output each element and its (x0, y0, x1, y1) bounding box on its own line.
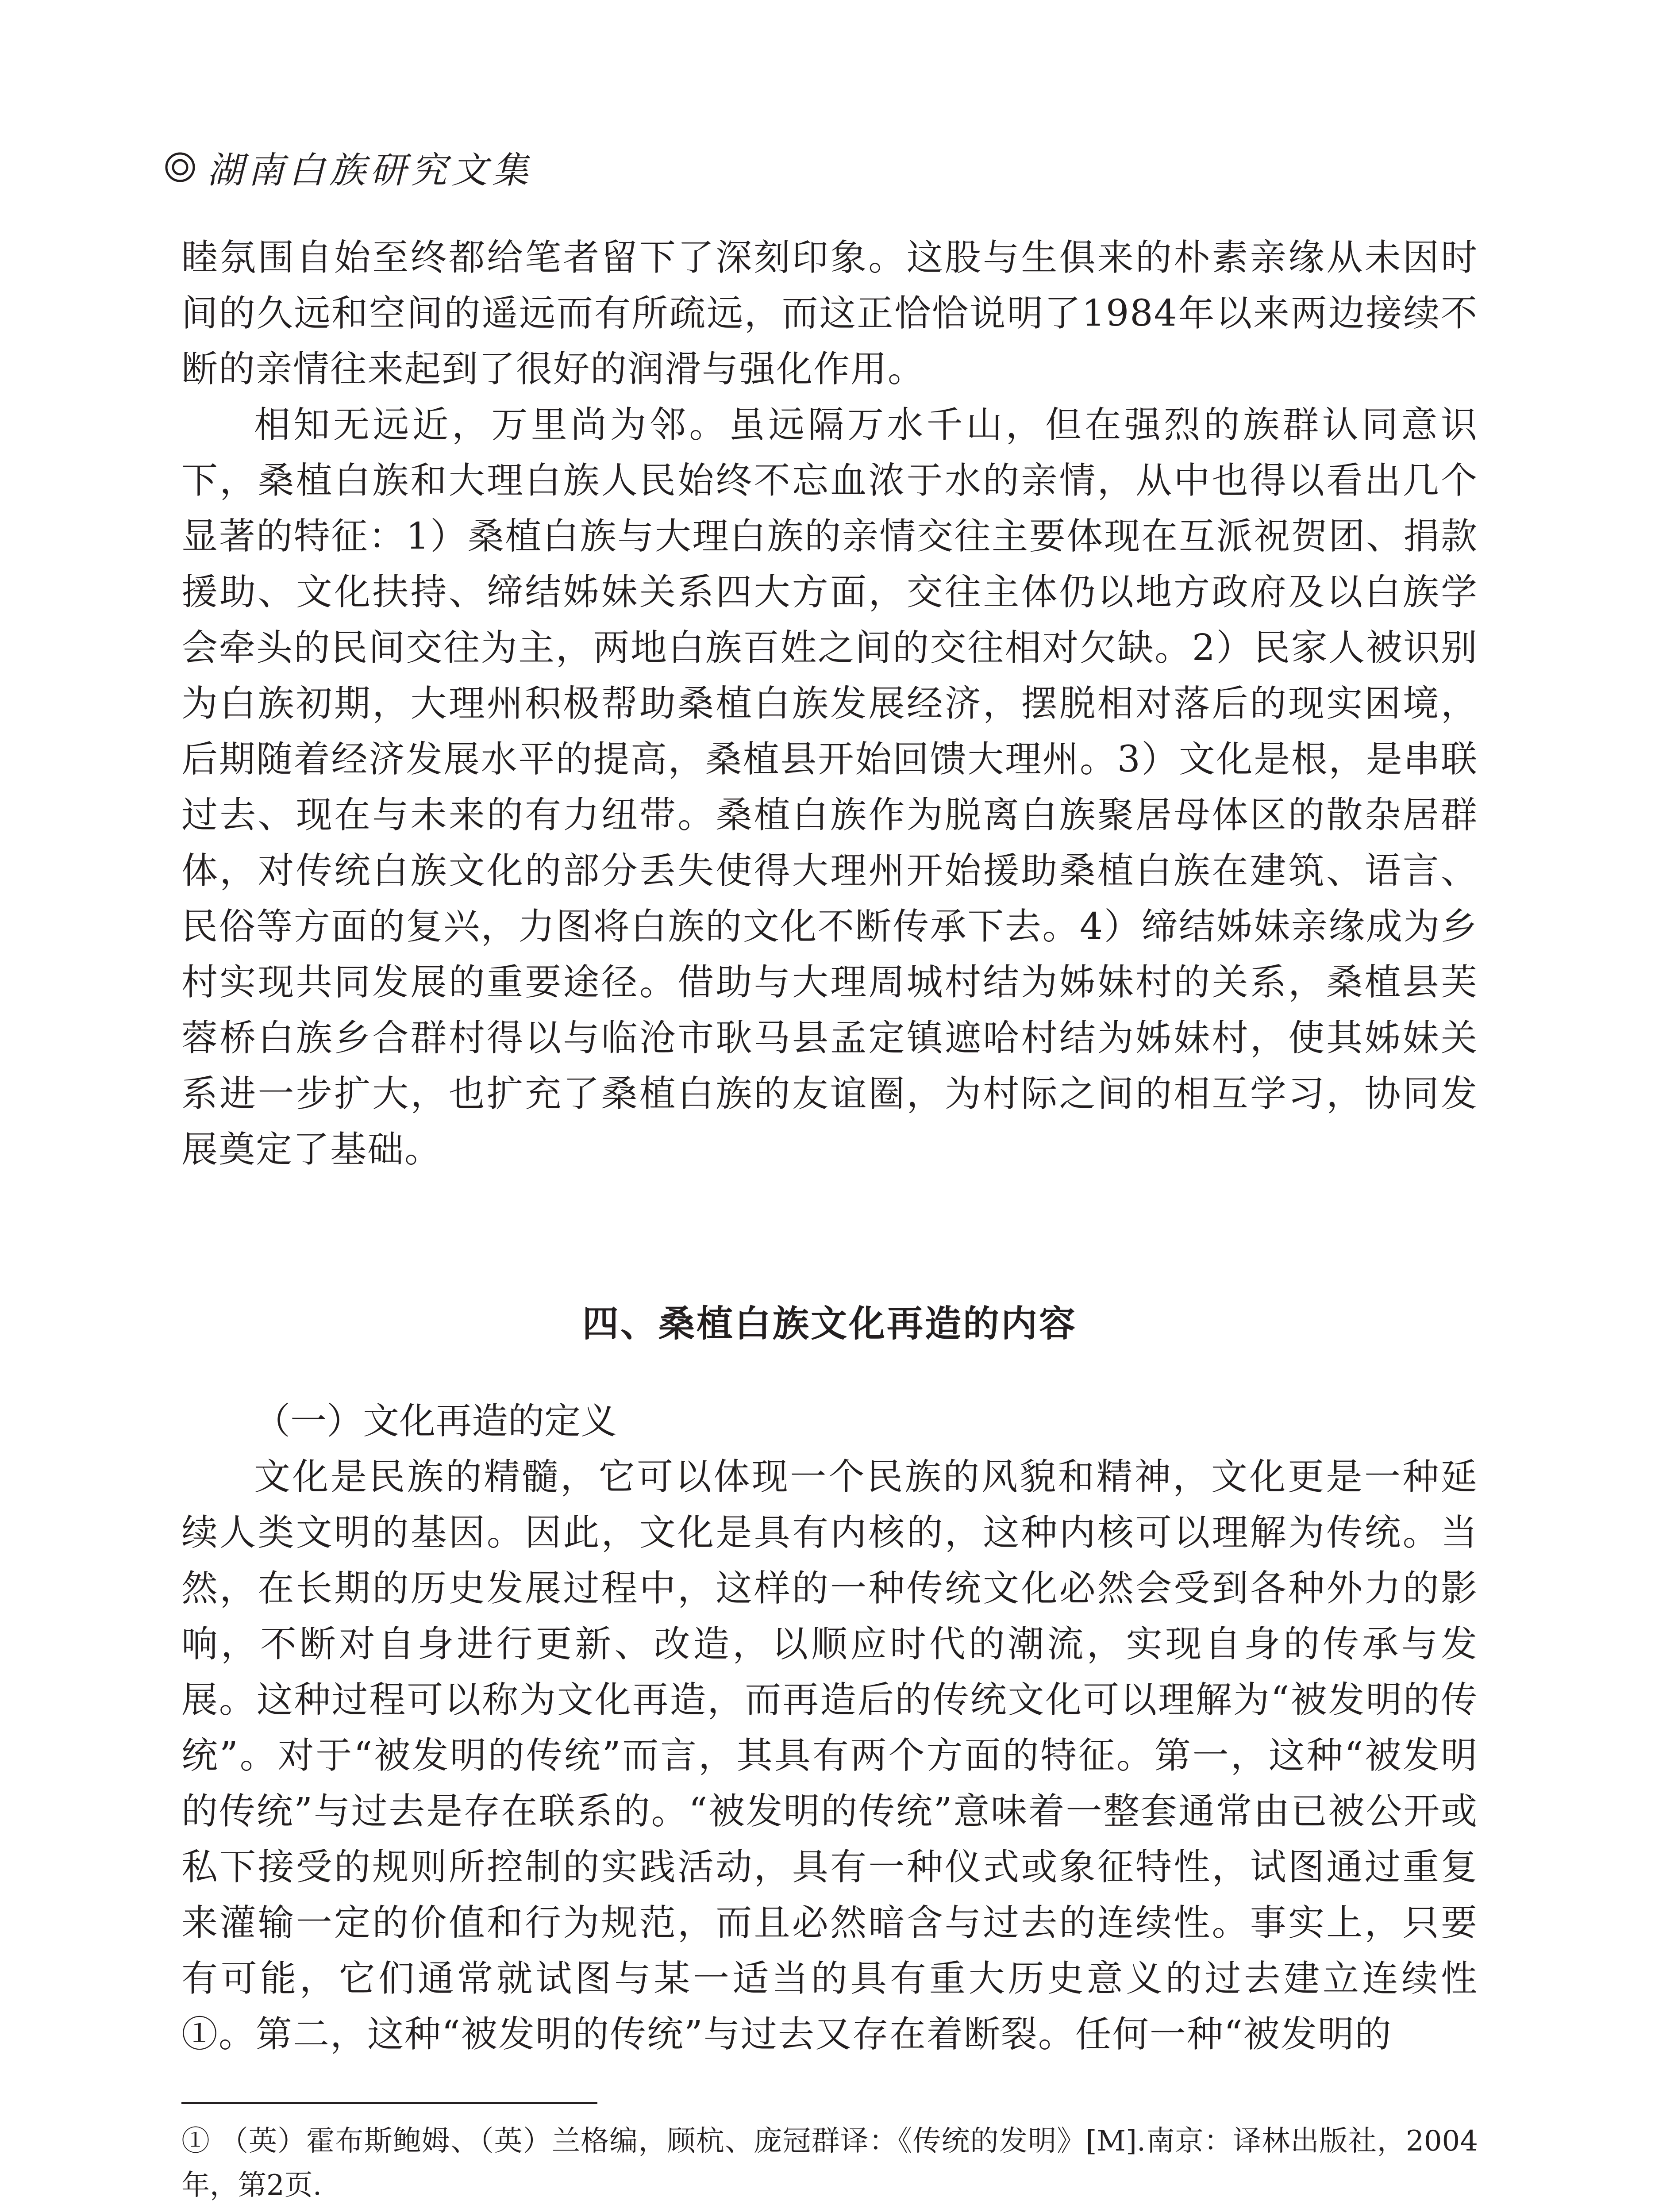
body-text-section (181, 1449, 1478, 2062)
paragraph-continuation: 睦氛围自始至终都给笔者留下了深刻印象。这股与生俱来的朴素亲缘从未因时间的久远和空间的遥远而有所疏远，而这正恰恰说明了1984年以来两边接续不断的亲情往来起到了很好的润滑与强化作用。 (181, 237, 1478, 390)
sub-heading: （一）文化再造的定义 (254, 1400, 617, 1442)
double-circle-icon (165, 152, 196, 183)
footnote-divider (181, 2102, 597, 2104)
footnote: ① （英）霍布斯鲍姆、（英）兰格编，顾杭、庞冠群译：《传统的发明》[M].南京：译林出版社，2004年，第2页. (181, 2125, 1478, 2202)
body-text-top (181, 230, 1478, 1178)
running-header (165, 141, 533, 194)
paragraph-features: 相知无远近，万里尚为邻。虽远隔万水千山，但在强烈的族群认同意识下，桑植白族和大理白族人民始终不忘血浓于水的亲情，从中也得以看出几个显著的特征：1）桑植白族与大理白族的亲情交往主要体现在互派祝贺团、捐款援助、文化扶持、缔结姊妹关系四大方面，交往主体仍以地方政府及以白族学会牵头的民间交往为主，两地白族百姓之间的交往相对欠缺。2）民家人被识别为白族初期，大理州积极帮助桑植白族发展经济，摆脱相对落后的现实困境，后期随着经济发展水平的提高，桑植县开始回馈大理州。3）文化是根，是串联过去、现在与未来的有力纽带。桑植白族作为脱离白族聚居母体区的散杂居群体，对传统白族文化的部分丢失使得大理州开始援助桑植白族在建筑、语言、民俗等方面的复兴，力图将白族的文化不断传承下去。4）缔结姊妹亲缘成为乡村实现共同发展的重要途径。借助与大理周城村结为姊妹村的关系，桑植县芙蓉桥白族乡合群村得以与临沧市耿马县孟定镇遮哈村结为姊妹村，使其姊妹关系进一步扩大，也扩充了桑植白族的友谊圈，为村际之间的相互学习，协同发展奠定了基础。 (181, 404, 1478, 1171)
book-title: 湖南白族研究文集 (207, 149, 533, 192)
section-heading: 四、桑植白族文化再造的内容 (582, 1303, 1077, 1345)
paragraph-culture-definition: 文化是民族的精髓，它可以体现一个民族的风貌和精神，文化更是一种延续人类文明的基因。因此，文化是具有内核的，这种内核可以理解为传统。当然，在长期的历史发展过程中，这样的一种传统文化必然会受到各种外力的影响，不断对自身进行更新、改造，以顺应时代的潮流，实现自身的传承与发展。这种过程可以称为文化再造，而再造后的传统文化可以理解为“被发明的传统”。对于“被发明的传统”而言，其具有两个方面的特征。第一，这种“被发明的传统”与过去是存在联系的。“被发明的传统”意味着一整套通常由已被公开或私下接受的规则所控制的实践活动，具有一种仪式或象征特性，试图通过重复来灌输一定的价值和行为规范，而且必然暗含与过去的连续性。事实上，只要有可能，它们通常就试图与某一适当的具有重大历史意义的过去建立连续性①。第二，这种“被发明的传统”与过去又存在着断裂。任何一种“被发明的 (181, 1456, 1478, 2055)
